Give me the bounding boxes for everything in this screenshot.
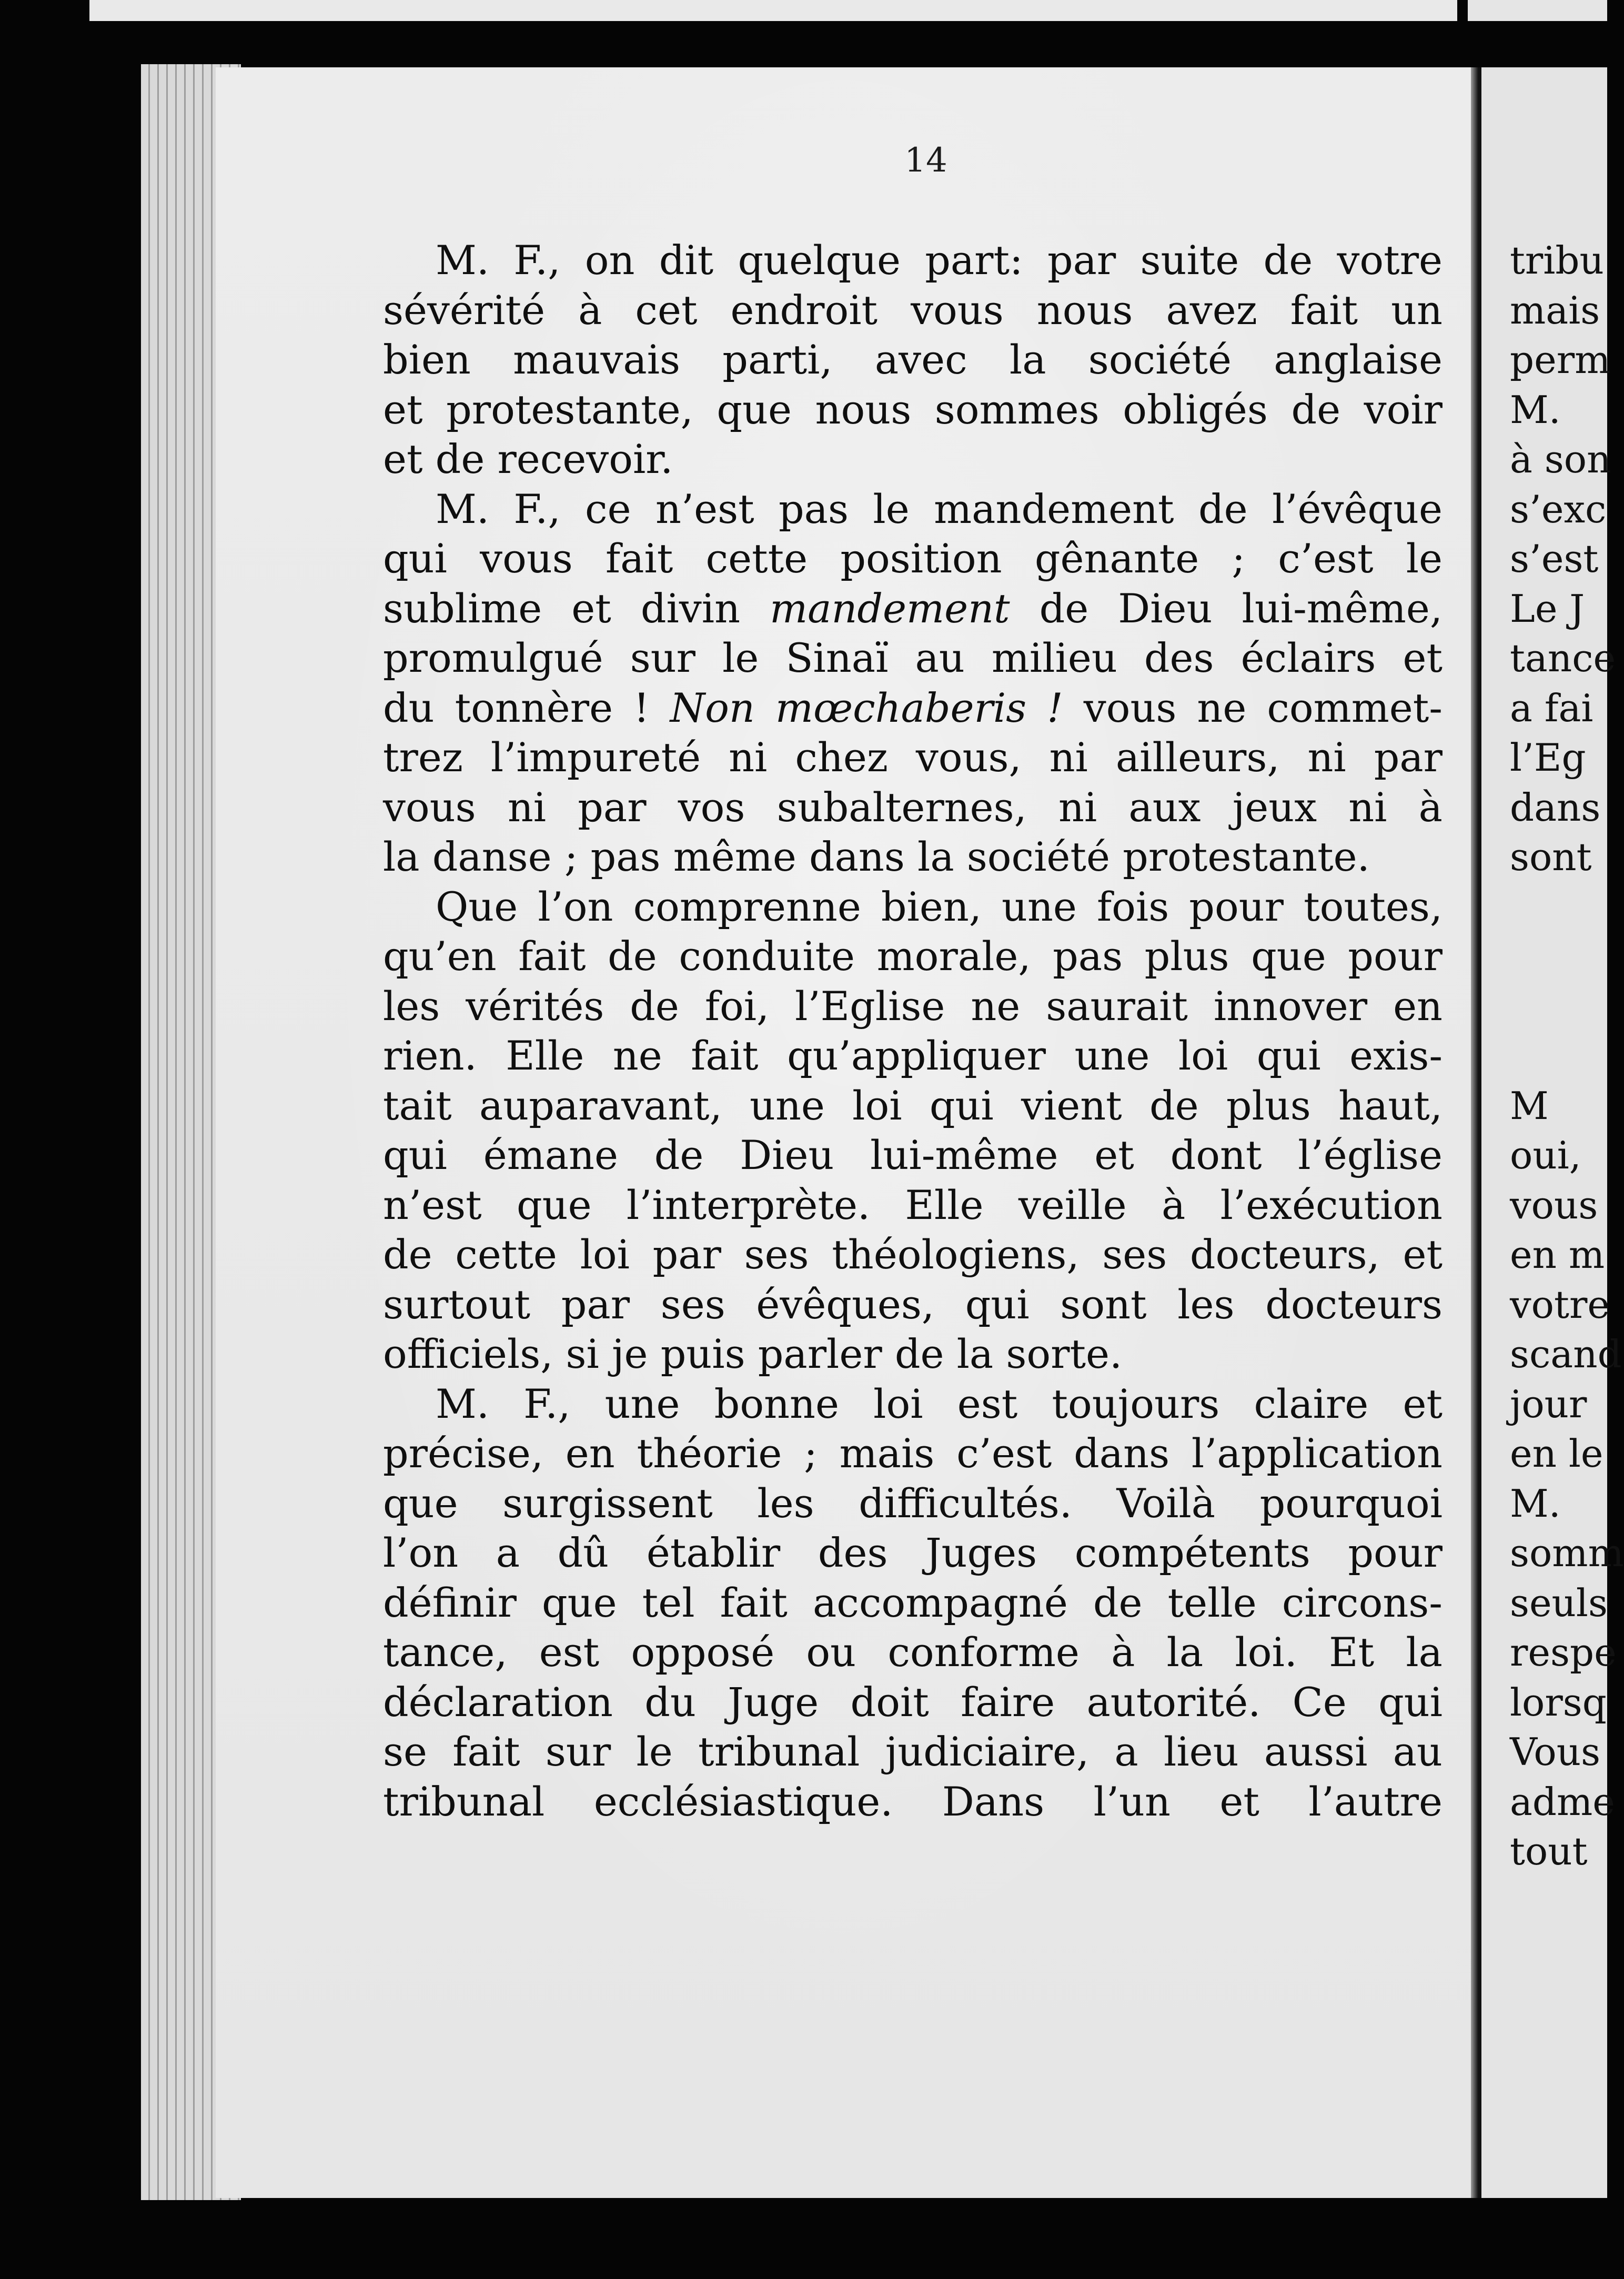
text-line: déclaration du Juge doit faire autorité. Ce qui — [383, 1678, 1443, 1726]
right-text-line: M — [1510, 1083, 1549, 1128]
right-text-line: somm — [1510, 1531, 1624, 1575]
text-line: qui vous fait cette position gênante ; c’est le — [383, 535, 1443, 582]
text-line: tait auparavant, une loi qui vient de plus haut, — [383, 1082, 1443, 1129]
text-line: bien mauvais parti, avec la société anglaise — [383, 336, 1443, 383]
text-line: du tonnère ! Non mœchaberis ! vous ne commet- — [383, 684, 1443, 731]
right-text-line: M. — [1510, 1481, 1561, 1526]
right-text-line: M. — [1510, 387, 1561, 432]
text-line: que surgissent les difficultés. Voilà pourquoi — [383, 1479, 1443, 1527]
right-text-line: tout — [1510, 1829, 1588, 1873]
text-line: M. F., ce n’est pas le mandement de l’évêque — [436, 485, 1443, 532]
text-line: sublime et divin mandement de Dieu lui-même, — [383, 584, 1443, 632]
text-line: trez l’impureté ni chez vous, ni ailleurs, ni par — [383, 734, 1443, 781]
book-gutter — [1471, 67, 1481, 2198]
text-line: et protestante, que nous sommes obligés de voir — [383, 386, 1443, 433]
text-line: de cette loi par ses théologiens, ses docteurs, et — [383, 1231, 1443, 1278]
right-text-line: Le J — [1510, 586, 1585, 631]
right-text-line: tance — [1510, 636, 1616, 680]
right-text-line — [1510, 1031, 1610, 1081]
text-line: rien. Elle ne fait qu’appliquer une loi qui exis- — [383, 1032, 1443, 1079]
text-line: sévérité à cet endroit vous nous avez fait un — [383, 286, 1443, 334]
text-line: la danse ; pas même dans la société protestante. — [383, 833, 1370, 880]
text-line: n’est que l’interprète. Elle veille à l’exécution — [383, 1181, 1443, 1228]
right-text-line: tribu — [1510, 238, 1604, 283]
right-text-line: adme — [1510, 1779, 1615, 1824]
right-text-line: en le — [1510, 1431, 1603, 1476]
text-line: les vérités de foi, l’Eglise ne saurait innover en — [383, 982, 1443, 1030]
right-text-line: vous — [1510, 1183, 1598, 1227]
right-text-line: dans — [1510, 785, 1601, 830]
right-text-line: en m — [1510, 1233, 1605, 1277]
right-text-line: l’Eg — [1510, 735, 1586, 780]
text-line: précise, en théorie ; mais c’est dans l’application — [383, 1430, 1443, 1477]
right-text-line: seuls — [1510, 1580, 1608, 1625]
right-text-line — [1510, 882, 1610, 932]
right-text-line: perm — [1510, 338, 1611, 382]
text-line: définir que tel fait accompagné de telle circons- — [383, 1579, 1443, 1626]
text-line: qui émane de Dieu lui-même et dont l’église — [383, 1132, 1443, 1178]
right-page-body — [1510, 236, 1624, 1877]
right-text-line: scand — [1510, 1332, 1622, 1376]
text-line: Que l’on comprenne bien, une fois pour toutes, — [436, 883, 1443, 930]
text-line: et de recevoir. — [383, 436, 673, 482]
right-text-line: a fai — [1510, 685, 1593, 730]
page-number: 14 — [904, 141, 947, 180]
text-line: vous ni par vos subalternes, ni aux jeux ni à — [383, 783, 1443, 831]
text-line: M. F., une bonne loi est toujours claire et — [436, 1380, 1443, 1427]
right-text-line: jour — [1510, 1381, 1587, 1426]
right-text-line: Vous — [1510, 1730, 1601, 1774]
text-line: se fait sur le tribunal judiciaire, a lieu aussi au — [383, 1728, 1443, 1775]
right-text-line: s’est — [1510, 537, 1599, 581]
right-text-line: oui, — [1510, 1133, 1581, 1177]
text-line: qu’en fait de conduite morale, pas plus que pour — [383, 933, 1443, 980]
text-line: promulgué sur le Sinaï au milieu des éclairs et — [383, 634, 1443, 681]
text-line: surtout par ses évêques, qui sont les docteurs — [383, 1280, 1443, 1328]
right-text-line: lorsq — [1510, 1680, 1607, 1725]
right-text-line: à son — [1510, 437, 1611, 481]
top-scan-strip — [89, 0, 1457, 21]
text-line: M. F., on dit quelque part: par suite de votre — [436, 237, 1443, 284]
text-line: l’on a dû établir des Juges compétents pour — [383, 1529, 1443, 1576]
right-text-line: sont — [1510, 835, 1592, 879]
left-page-body — [383, 236, 1443, 1827]
right-text-line: votre — [1510, 1282, 1610, 1327]
right-text-line — [1510, 982, 1610, 1032]
right-text-line: s’exc — [1510, 487, 1607, 531]
text-line: tribunal ecclésiastique. Dans l’un et l’autre — [383, 1778, 1443, 1825]
right-text-line: mais — [1510, 288, 1600, 332]
right-text-line: respe — [1510, 1630, 1617, 1675]
text-line: officiels, si je puis parler de la sorte. — [383, 1330, 1123, 1377]
right-text-line — [1510, 932, 1610, 982]
top-scan-strip-right — [1468, 0, 1607, 21]
text-line: tance, est opposé ou conforme à la loi. Et la — [383, 1629, 1443, 1676]
